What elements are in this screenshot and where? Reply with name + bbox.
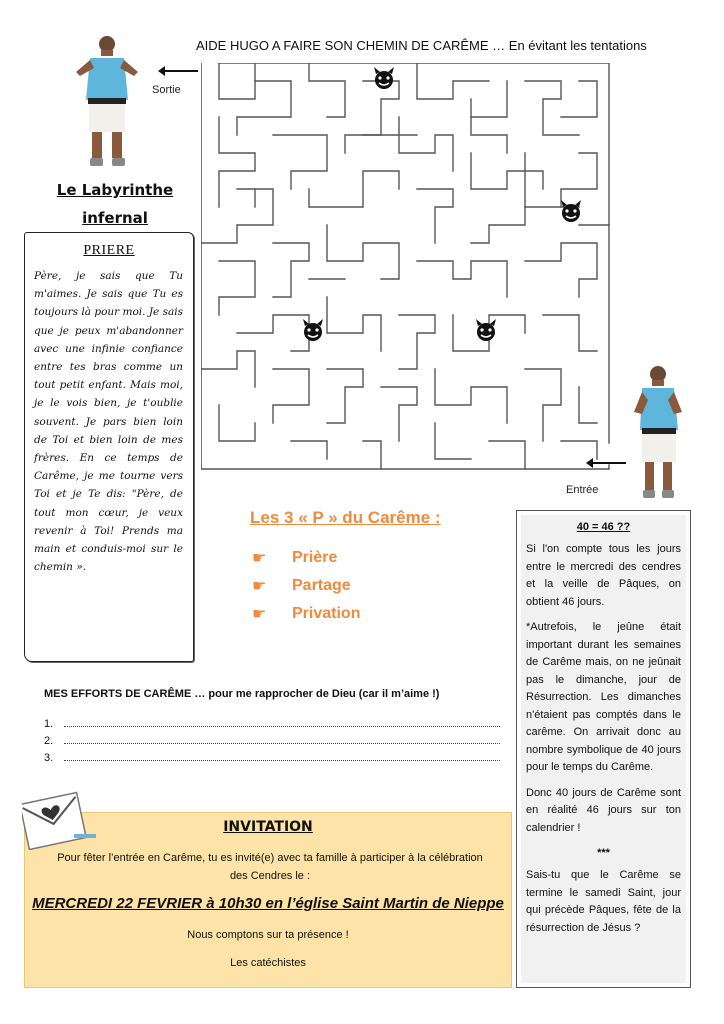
effort-line[interactable] [44, 747, 500, 764]
effort-line[interactable] [44, 713, 500, 730]
labyrinth-title-line2: infernal [82, 209, 148, 227]
side-info-box [516, 510, 691, 988]
three-p-label: Prière [292, 549, 338, 566]
side-info-title: 40 = 46 ?? [576, 521, 631, 533]
devil-icon [561, 200, 581, 222]
side-info-separator: *** [597, 847, 610, 859]
side-info-paragraph: *Autrefois, le jeûne était important durant les semaines de Carême mais, on ne jeûnait pas le dimanche, jour de Résurrection. Les dimanches n'étaient pas comptés dans le carême. On arrivait donc au nombre symbolique de 40 jours pour le temps du Carême. [526, 621, 681, 773]
effort-dotted-line[interactable] [64, 743, 500, 744]
entry-label: Entrée [566, 484, 599, 496]
exit-arrow-icon [160, 70, 198, 72]
efforts-list [44, 713, 500, 764]
side-info-paragraph: Si l'on compte tous les jours entre le mercredi des cendres et la veille de Pâques, on obtient 46 jours. [526, 543, 681, 608]
efforts-title: MES EFFORTS DE CARÊME … pour me rapprocher de Dieu (car il m’aime !) [44, 688, 440, 700]
pointing-hand-icon: ☛ [252, 578, 267, 595]
labyrinth-title [40, 176, 190, 232]
maze-grid [201, 63, 613, 473]
invitation-signature: Les catéchistes [230, 957, 306, 969]
three-p-item [252, 600, 360, 628]
devil-icon [476, 319, 496, 341]
three-p-list [252, 544, 360, 628]
effort-dotted-line[interactable] [64, 726, 500, 727]
page-title: AIDE HUGO A FAIRE SON CHEMIN DE CARÊME … En évitant les tentations [196, 38, 647, 53]
side-info-panel [521, 515, 686, 983]
invitation-title: INVITATION [223, 819, 313, 835]
prayer-text: Père, je sais que Tu m'aimes. Je sais que Tu es toujours là pour moi. Je sais que je peux m'abandonner avec une infinie confiance entre tes bras comme un tout petit enfant. Mais moi, je le vois bien, je t'oublie souvent. Je pars bien loin de Toi et bien loin de mes frères. En ce temps de Carême, je me tourne vers Toi et je Te dis: "Père, de tout mon cœur, je veux revenir à Toi! Prends ma main et conduis-moi sur le chemin ». [34, 270, 183, 574]
prayer-box [24, 232, 194, 662]
side-info-paragraph: Donc 40 jours de Carême sont en réalité 46 jours sur ton calendrier ! [526, 786, 681, 834]
effort-line[interactable] [44, 730, 500, 747]
three-p-item [252, 544, 360, 572]
entry-arrow-icon [588, 462, 626, 464]
labyrinth-title-line1: Le Labyrinthe [56, 181, 174, 199]
side-info-paragraph: Sais-tu que le Carême se termine le samedi Saint, jour qui précède Pâques, fête de la résurrection de Jésus ? [526, 869, 681, 934]
three-p-label: Partage [292, 577, 351, 594]
invitation-text: Pour fêter l’entrée en Carême, tu es invité(e) avec ta famille à participer à la célébration des Cendres le : [57, 852, 483, 882]
effort-number: 1. [44, 718, 54, 730]
three-p-label: Privation [292, 605, 361, 622]
hugo-figure-entry [630, 364, 686, 502]
effort-number: 3. [44, 752, 54, 764]
invitation-date: MERCREDI 22 FEVRIER à 10h30 en l’église Saint Martin de Nieppe [32, 895, 504, 912]
pointing-hand-icon: ☛ [252, 550, 267, 567]
exit-label: Sortie [152, 84, 181, 96]
hugo-figure-exit [72, 34, 142, 170]
prayer-title: PRIERE [83, 243, 135, 258]
invitation-presence: Nous comptons sur ta présence ! [187, 929, 349, 941]
three-p-item [252, 572, 360, 600]
three-p-title: Les 3 « P » du Carême : [250, 508, 441, 527]
effort-dotted-line[interactable] [64, 760, 500, 761]
devil-icon [303, 319, 323, 341]
envelope-heart-icon [22, 788, 98, 850]
devil-icon [374, 67, 394, 89]
pointing-hand-icon: ☛ [252, 606, 267, 623]
effort-number: 2. [44, 735, 54, 747]
